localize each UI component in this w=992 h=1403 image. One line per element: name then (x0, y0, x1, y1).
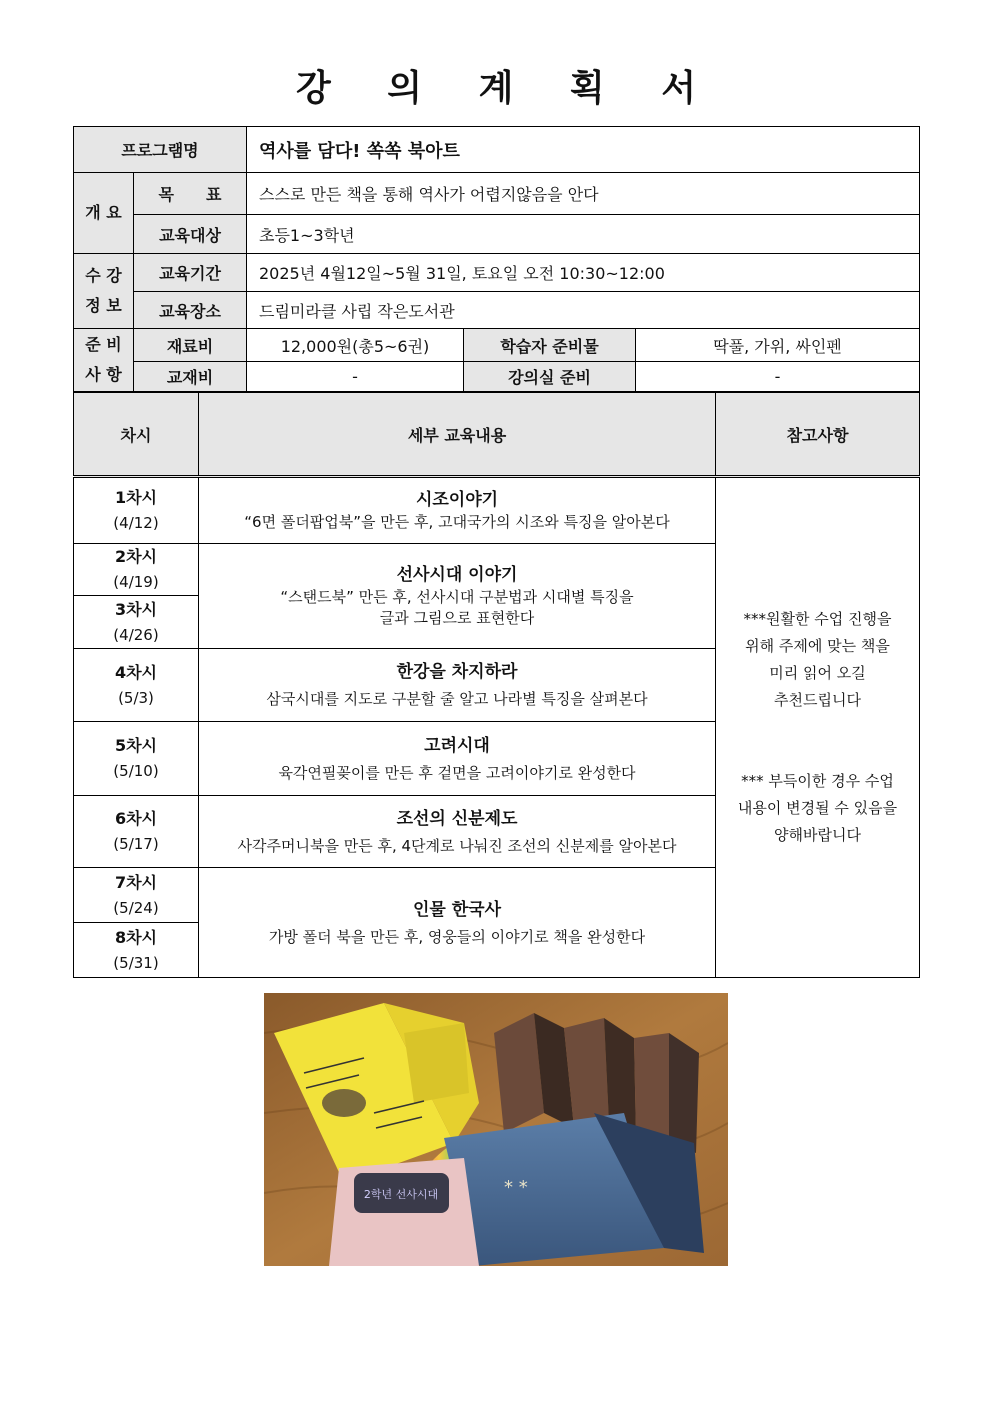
period-label: 교육기간 (134, 254, 247, 292)
session-label: 1차시 (114, 488, 158, 507)
textbook-fee-value: - (247, 362, 464, 392)
period-value: 2025년 4월12일~5월 31일, 토요일 오전 10:30~12:00 (247, 254, 920, 292)
goal-label: 목 표 (134, 173, 247, 215)
content-title: 시조이야기 (415, 490, 499, 510)
material-fee-value: 12,000원(총5~6권) (247, 329, 464, 362)
content-cell (199, 796, 716, 868)
classroom-prep-value: - (636, 362, 920, 392)
session-label: 3차시 (114, 599, 158, 619)
schedule-table (73, 392, 920, 978)
notes-cell (716, 477, 920, 978)
textbook-fee-label: 교재비 (134, 362, 247, 392)
blue-book (444, 1113, 704, 1266)
session-date: (5/17) (113, 835, 159, 853)
svg-text:* *: * * (504, 1177, 528, 1198)
content-desc: 삼국시대를 지도로 구분할 줄 알고 나라별 특징을 살펴본다 (266, 690, 648, 708)
content-title: 선사시대 이야기 (396, 565, 518, 585)
note-change-line-1: *** 부득이한 경우 수업 (741, 772, 894, 790)
session-cell (74, 796, 199, 868)
goal-value: 스스로 만든 책을 통해 역사가 어렵지않음을 안다 (247, 173, 920, 215)
session-cell (74, 477, 199, 544)
material-fee-label: 재료비 (134, 329, 247, 362)
session-label: 5차시 (114, 736, 158, 755)
content-title: 인물 한국사 (412, 899, 502, 920)
pink-book (329, 1158, 479, 1266)
book-art-illustration (264, 993, 728, 1266)
content-desc: “6면 폴더팝업북”을 만든 후, 고대국가의 시조와 특징을 알아본다 (244, 513, 670, 531)
place-value: 드림미라클 사립 작은도서관 (247, 292, 920, 329)
session-label: 2차시 (114, 547, 158, 566)
note-recommend-line-1: ***원활한 수업 진행을 (743, 610, 892, 628)
session-date: (5/10) (113, 762, 159, 780)
content-desc-line-2: 글과 그림으로 표현한다 (379, 609, 535, 627)
session-cell (74, 923, 199, 978)
content-desc-line-1: “스탠드북” 만든 후, 선사시대 구분법과 시대별 특징을 (280, 588, 634, 606)
content-title: 고려시대 (424, 735, 490, 756)
content-cell (199, 722, 716, 796)
document-title: 강 의 계 획 서 (295, 68, 718, 109)
session-cell (74, 596, 199, 649)
session-date: (4/19) (113, 573, 159, 591)
session-cell (74, 722, 199, 796)
classroom-prep-label: 강의실 준비 (464, 362, 636, 392)
note-change-line-3: 양해바랍니다 (774, 826, 861, 844)
content-cell (199, 544, 716, 649)
session-label: 6차시 (114, 809, 158, 828)
notes-header: 참고사항 (716, 393, 920, 477)
overview-label: 개 요 (74, 173, 134, 254)
enroll-label: 수 강 정 보 (74, 254, 134, 329)
note-recommend-line-2: 위해 주제에 맞는 책을 (745, 637, 890, 655)
session-date: (4/12) (113, 514, 159, 532)
target-label: 교육대상 (134, 215, 247, 254)
learner-prep-label: 학습자 준비물 (464, 329, 636, 362)
session-date: (5/24) (113, 898, 159, 917)
content-header: 세부 교육내용 (199, 393, 716, 477)
content-title: 한강을 차지하라 (396, 662, 518, 682)
prep-label: 준 비 사 항 (74, 329, 134, 392)
learner-prep-value: 딱풀, 가위, 싸인펜 (636, 329, 920, 362)
info-table (73, 126, 920, 392)
session-cell (74, 649, 199, 722)
note-change-line-2: 내용이 변경될 수 있음을 (737, 799, 898, 817)
session-label: 4차시 (114, 662, 158, 682)
program-label: 프로그램명 (74, 127, 247, 173)
note-recommend-line-4: 추천드립니다 (774, 691, 861, 709)
session-date: (5/31) (113, 953, 159, 972)
content-desc: 육각연필꽂이를 만든 후 겉면을 고려이야기로 완성한다 (278, 763, 636, 782)
pink-book-caption: 2학년 선사시대 (363, 1188, 439, 1201)
session-label: 8차시 (114, 927, 158, 947)
session-header: 차시 (74, 393, 199, 477)
place-label: 교육장소 (134, 292, 247, 329)
book-art-photo (264, 993, 728, 1266)
content-cell (199, 477, 716, 544)
program-value: 역사를 담다! 쏙쏙 북아트 (247, 127, 920, 173)
session-label: 7차시 (114, 872, 158, 892)
session-date: (5/3) (118, 688, 154, 707)
content-cell (199, 649, 716, 722)
content-desc: 사각주머니북을 만든 후, 4단계로 나눠진 조선의 신분제를 알아본다 (237, 836, 677, 855)
session-date: (4/26) (113, 625, 159, 644)
content-cell (199, 868, 716, 978)
content-desc: 가방 폴더 북을 만든 후, 영웅들의 이야기로 책을 완성한다 (268, 927, 646, 946)
target-value: 초등1~3학년 (247, 215, 920, 254)
session-cell (74, 544, 199, 596)
note-recommend-line-3: 미리 읽어 오길 (769, 664, 866, 682)
session-cell (74, 868, 199, 923)
content-title: 조선의 신분제도 (396, 808, 518, 829)
